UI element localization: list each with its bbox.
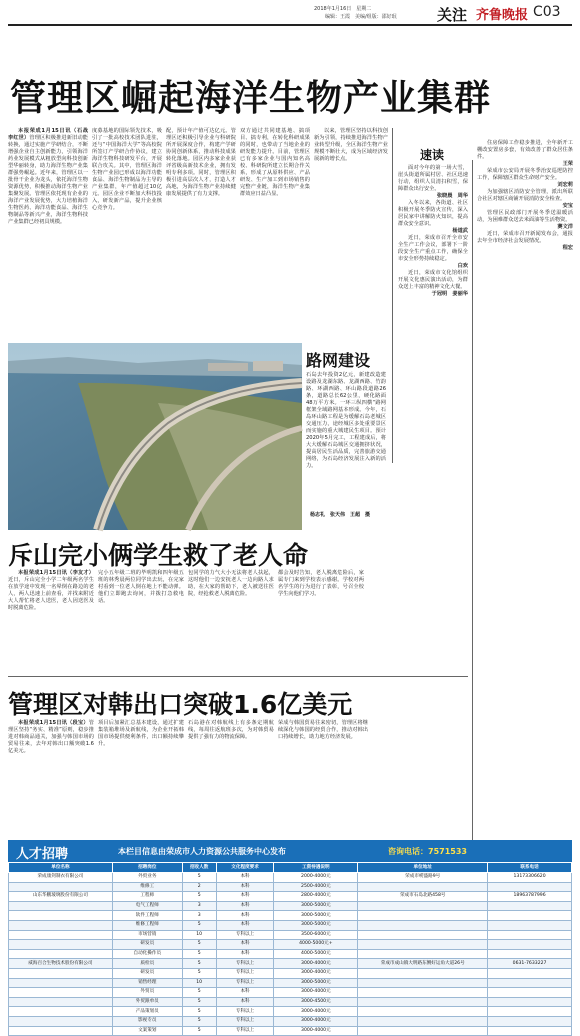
table-cell: 5 — [182, 1026, 216, 1036]
table-cell — [488, 901, 572, 911]
jobs-column-header: 单位地址 — [358, 863, 488, 873]
table-cell — [488, 997, 572, 1007]
table-cell — [358, 949, 488, 959]
table-cell: 研发员 — [112, 968, 182, 978]
table-cell: 自动化操作员 — [112, 949, 182, 959]
table-row — [9, 892, 572, 902]
table-cell: 3500-6000元 — [274, 930, 358, 940]
table-cell — [358, 940, 488, 950]
rescue-col-2: 完小五年级二班的毕明凯和四年级五班的林秀晨两位同学出去玩，在完家村看到一位老人倒在地上不能动弹。他们立即跑去询问，并拨打急救电话。 — [98, 570, 184, 604]
table-cell: 3000-4000元 — [274, 988, 358, 998]
table-cell — [9, 978, 113, 988]
table-cell: 文案策划 — [112, 1026, 182, 1036]
table-cell — [9, 930, 113, 940]
sidebar-heading: 速读 — [420, 148, 445, 162]
export-col-3: 石岛港在对韩航线上有多条定期航线，每周往返航班多次，为对韩贸易提供了强有力的物流保障。 — [188, 720, 274, 740]
table-cell — [358, 1026, 488, 1036]
sidebar-item: 近日，荣成市文化馆组织开展文化惠民演出活动，为群众送上丰富的精神文化大餐。 — [398, 270, 468, 290]
table-cell: 影视专员 — [112, 1016, 182, 1026]
road-story-body: 石岛去年投资2亿元，新建改造建设路及龙湖东路、龙湖西路、竹韵路、环湖西路、环山路段道路26条，道路总长62公里，硬化路面48万平方米。一环三纵四横“路网框架全域路网基本形成。今年，石岛环山路工程是为缓解石岛老城区交通压力，途经城区多处重要景区而实施的重大城建民生项目。预计2020年5月完工，工程建成后，将大大缓解石岛城区交通拥挤状况，提高居民生活品质，完善旅游交通网络，为石岛经济发展注入新的活力。 — [306, 372, 386, 469]
table-cell: 3000-4000元 — [274, 959, 358, 969]
table-cell: 3000-5000元 — [274, 901, 358, 911]
table-cell: 5 — [182, 892, 216, 902]
table-cell: 本科 — [216, 873, 274, 883]
table-cell — [9, 920, 113, 930]
table-cell: 3000-5000元 — [274, 911, 358, 921]
table-cell: 10 — [182, 978, 216, 988]
table-cell — [488, 911, 572, 921]
table-cell — [9, 949, 113, 959]
table-cell: 威海百合生物技术股份有限公司 — [9, 959, 113, 969]
sidebar-byline: 白欢 — [457, 263, 468, 269]
jobs-column-header: 招聘岗位 — [112, 863, 182, 873]
table-cell: 专科以上 — [216, 1026, 274, 1036]
table-cell — [488, 930, 572, 940]
table-cell — [358, 1007, 488, 1017]
table-row — [9, 930, 572, 940]
main-story-col-3: 配，预计年产值可达亿元。管理区还积极引导企业与科研院所开展深度合作，构建产学研协同创新体系，推动科技成果转化落地。园区内多家企业获评省级高新技术企业，拥有发明专利多项。同时，管理区积极引进高层次人才，打造人才高地，为海洋生物产业持续健康发展提供了有力支撑。 — [166, 128, 236, 197]
table-cell: 研发员 — [112, 940, 182, 950]
jobs-hotline: 咨询电话：7571533 — [388, 847, 467, 856]
table-cell: 荣成市成山镇大明路东侧好运角大道26号 — [358, 959, 488, 969]
sidebar-item: 入冬以来，各街道、社区积极开展冬季防火宣传，深入居民家中讲解防火知识，提高群众安全意识。 — [398, 200, 468, 227]
table-cell: 专科以上 — [216, 1016, 274, 1026]
main-headline: 管理区崛起海洋生物产业集群 — [10, 78, 492, 119]
page-code: C03 — [533, 4, 561, 20]
sidebar-right-col: 住房保障工作稳步推进，全年新开工棚改安置房多套，有效改善了群众居住条件。 王荣 荣成市公安局开展冬季治安巡逻防控工作，保障辖区群众生命财产安全。 刘宏莉 为加强辖区消防安全管理，派出所联合社区对辖区商铺开展消防安全检查。 安宝 管理区民政部门开展冬季送温暖活动，为困难群众送去米面油等生活物资。 赛文洋 近日，荣成市召开新闻发布会，通报去年全市经济社会发展情况。 程宏 — [477, 140, 573, 251]
table-cell: 本科 — [216, 892, 274, 902]
table-cell: 本科 — [216, 949, 274, 959]
rescue-col-3: 包同学的力气大小无法将老人扶起，这时他们一边安抚老人一边向路人求助，在大家的帮助下，老人被送往医院，经抢救老人脱离危险。 — [188, 570, 274, 597]
table-cell: 本科 — [216, 997, 274, 1007]
table-cell: 2 — [182, 882, 216, 892]
header-rule — [8, 24, 572, 26]
jobs-table-wrap — [8, 862, 572, 1036]
table-cell: 山东华鹏玻璃股份有限公司 — [9, 892, 113, 902]
table-cell — [358, 882, 488, 892]
table-cell — [358, 988, 488, 998]
table-cell: 5 — [182, 1007, 216, 1017]
table-cell — [488, 1026, 572, 1036]
table-cell — [358, 968, 488, 978]
table-cell: 专科以上 — [216, 968, 274, 978]
table-cell: 3000-4500元 — [274, 997, 358, 1007]
jobs-banner-title: 人才招聘 — [16, 847, 69, 862]
rescue-col-1: 本报荣成1月15日讯（李友才）近日，斥山完全小学二年级两名学生在放学途中发现一名晕倒在路边的老人，两人迅速上前查看，并找来附近大人帮忙将老人送医，老人因送医及时脱离危险。 — [8, 570, 94, 611]
sidebar-item: 近日，荣成市召开全市安全生产工作会议，部署下一阶段安全生产重点工作，确保全市安全形势持续稳定。 — [398, 235, 468, 262]
table-cell — [9, 882, 113, 892]
sidebar-item: 面对今年的第一场大雪，崖头街道所属村居、社区迅速行动，组织人员清扫积雪，保障群众出行安全。 — [398, 165, 468, 192]
sidebar-byline: 张晓晨 周华 — [436, 193, 468, 199]
table-cell: 本科 — [216, 911, 274, 921]
table-cell: 18963787996 — [488, 892, 572, 902]
table-row — [9, 940, 572, 950]
table-row — [9, 873, 572, 883]
table-cell — [358, 901, 488, 911]
main-story-col-5: 以来，管理区坚持以科技创新为引领，持续推进海洋生物产业转型升级，全区海洋生物产业规模不断壮大，成为区域经济发展新的增长点。 — [314, 128, 388, 162]
table-cell — [358, 1016, 488, 1026]
table-cell: 质检员 — [112, 959, 182, 969]
rescue-col-4: 都会及时告知，老人脱离危险后，家属专门来到学校表示感谢。学校对两名学生的行为进行了表彰，号召全校学生向他们学习。 — [278, 570, 364, 597]
table-cell — [9, 901, 113, 911]
table-cell: 荣成市崂盛路9号 — [358, 873, 488, 883]
aerial-road-photo — [8, 343, 302, 530]
table-cell: 工程师 — [112, 892, 182, 902]
table-cell — [488, 1007, 572, 1017]
table-cell: 3000-4000元 — [274, 1007, 358, 1017]
table-row — [9, 978, 572, 988]
table-cell — [9, 997, 113, 1007]
jobs-banner — [8, 840, 572, 862]
table-cell: 外贸员 — [112, 988, 182, 998]
export-col-2: 项目后加紧汇总基本建设，通过扩建集装箱堆场及新航线，为企业开拓韩国市场提供便利条件，出口额持续攀升。 — [98, 720, 184, 747]
jobs-table — [8, 862, 572, 1036]
table-cell: 维修工程师 — [112, 920, 182, 930]
table-cell — [9, 911, 113, 921]
table-cell — [488, 1016, 572, 1026]
jobs-column-header: 工资待遇说明 — [274, 863, 358, 873]
export-headline: 管理区对韩出口突破1.6亿美元 — [8, 690, 353, 719]
paper-logo: 齐鲁晚报 — [476, 8, 529, 23]
table-cell: 本科 — [216, 940, 274, 950]
table-cell — [488, 920, 572, 930]
table-cell: 3 — [182, 901, 216, 911]
table-cell: 5 — [182, 997, 216, 1007]
table-row — [9, 911, 572, 921]
table-cell: 5 — [182, 949, 216, 959]
export-col-1: 本报荣成1月15日讯（段宝）管理区坚持“务实、精准”原则，稳步推进对韩商品通关，加强与韩国市场的贸易往来，去年对韩出口额突破1.6亿美元。 — [8, 720, 94, 754]
table-cell: 5 — [182, 920, 216, 930]
jobs-column-header: 单位名称 — [9, 863, 113, 873]
table-cell — [488, 988, 572, 998]
table-cell: 3000-4000元 — [274, 1016, 358, 1026]
sidebar-byline: 杨道武 — [452, 228, 468, 234]
road-photo-byline: 杨志礼 张天伟 王超 摄 — [310, 512, 371, 518]
table-cell — [9, 940, 113, 950]
table-cell — [488, 968, 572, 978]
table-cell: 2500-4000元 — [274, 882, 358, 892]
table-cell — [358, 978, 488, 988]
road-headline: 路网建设 — [306, 351, 371, 370]
table-cell: 本科 — [216, 920, 274, 930]
main-story-col-1: 本报荣成1月15日讯（石战 李红世）管理区积极推进新旧动能转换，通过实施产学研结合，不断增强企业自主创新能力，引领海洋药业发展模式从粗放型向科技创新型华丽转身，助力海洋生物产业集群强势崛起。近年来，管理区以一批骨干企业为龙头，依托海洋生物资源优势，积极推动海洋生物产业集聚发展。管理区依托现有企业的海洋产业发展优势，大力培植海洋生物医药、海洋功能食品、海洋生物制品等新兴产业，海洋生物科技产业集群已经初具规模。 — [8, 128, 94, 225]
table-cell: 专科以上 — [216, 959, 274, 969]
main-story-byline: 本报荣成1月15日讯（石战 李红世） — [8, 128, 94, 141]
table-cell: 软件工程师 — [112, 911, 182, 921]
table-cell: 本科 — [216, 882, 274, 892]
editor-line: 编辑：王霞 美编/组版：邵好珉 — [325, 14, 397, 20]
table-row — [9, 968, 572, 978]
table-cell: 荣成市石岛北路458号 — [358, 892, 488, 902]
table-cell — [358, 930, 488, 940]
table-row — [9, 1016, 572, 1026]
table-row — [9, 959, 572, 969]
table-cell — [9, 1016, 113, 1026]
table-cell: 专科以上 — [216, 1007, 274, 1017]
jobs-column-header: 联系电话 — [488, 863, 572, 873]
table-cell: 销售经理 — [112, 978, 182, 988]
sidebar-byline: 于冠明 姜丽华 — [431, 291, 468, 297]
table-cell — [9, 1026, 113, 1036]
table-cell — [358, 920, 488, 930]
table-cell — [9, 988, 113, 998]
table-cell: 3000-5000元 — [274, 920, 358, 930]
table-cell: 3 — [182, 911, 216, 921]
table-cell: 电气工程师 — [112, 901, 182, 911]
main-story-col-2: 度募基地的国际领先技术，吸引了一批高校技术团队进驻，还与“中国海洋大学”等高校院所签订产学研合作协议，建立海洋生物科技研发平台，开展联合攻关。其中，管理区海洋生物产业园已形成以海洋功能食品、海洋生物制品为主导的产业集群，年产值超过10亿元。园区企业不断加大科技投入，研发新产品，提升企业核心竞争力。 — [92, 128, 162, 211]
table-cell: 产品策划员 — [112, 1007, 182, 1017]
jobs-column-header: 文化程度要求 — [216, 863, 274, 873]
table-cell: 13173306620 — [488, 873, 572, 883]
table-cell: 3000-5000元 — [274, 978, 358, 988]
section-title: 关注 — [437, 6, 468, 24]
jobs-column-header: 招收人数 — [182, 863, 216, 873]
table-cell: 专科以上 — [216, 930, 274, 940]
table-cell: 荣成康剑制衣有限公司 — [9, 873, 113, 883]
table-cell: 市场营销 — [112, 930, 182, 940]
table-row — [9, 988, 572, 998]
date-line: 2018年1月16日 星期二 — [314, 6, 372, 12]
table-row — [9, 920, 572, 930]
table-cell: 3000-4000元 — [274, 968, 358, 978]
table-cell — [9, 1007, 113, 1017]
jobs-header-row — [9, 863, 572, 873]
export-col-4: 荣成与韩国贸易往来密切，管理区将继续深化与韩国的经贸合作，推动对韩出口持续增长，助力地方经济发展。 — [278, 720, 368, 740]
table-cell — [488, 940, 572, 950]
sidebar-left-col — [398, 165, 468, 495]
rescue-headline: 斥山完小俩学生救了老人命 — [8, 541, 309, 570]
table-row — [9, 949, 572, 959]
table-cell: 5 — [182, 988, 216, 998]
table-cell: 5 — [182, 1016, 216, 1026]
table-cell: 0631-7633227 — [488, 959, 572, 969]
table-cell: 外贸跟单员 — [112, 997, 182, 1007]
table-cell: 2800-4000元 — [274, 892, 358, 902]
table-cell: 10 — [182, 930, 216, 940]
table-cell: 4000-5000元+ — [274, 940, 358, 950]
table-cell — [488, 882, 572, 892]
table-cell: 4000-5000元 — [274, 949, 358, 959]
table-row — [9, 882, 572, 892]
table-row — [9, 997, 572, 1007]
table-cell: 5 — [182, 968, 216, 978]
table-cell: 本科 — [216, 901, 274, 911]
table-cell: 维修工 — [112, 882, 182, 892]
table-cell — [488, 949, 572, 959]
table-cell: 5 — [182, 959, 216, 969]
table-row — [9, 901, 572, 911]
jobs-banner-text: 本栏目信息由荣成市人力资源公共服务中心发布 — [118, 847, 286, 856]
table-cell — [358, 911, 488, 921]
table-cell: 5 — [182, 940, 216, 950]
table-cell: 2000-4000元 — [274, 873, 358, 883]
table-cell: 5 — [182, 873, 216, 883]
table-cell — [488, 978, 572, 988]
table-row — [9, 1007, 572, 1017]
table-cell: 3000-4000元 — [274, 1026, 358, 1036]
table-cell — [9, 968, 113, 978]
table-row — [9, 1026, 572, 1036]
table-cell — [358, 997, 488, 1007]
table-cell: 本科 — [216, 988, 274, 998]
main-story-col-4: 双方通过共同建基地、搞项目、搞专利，在转化科研成果的同时，也带动了当地企业的研发能力提升。目前，管理区已有多家企业与国内知名高校、科研院所建立长期合作关系，形成了从原料供应、产品研发、生产加工到市场销售的完整产业链，海洋生物产业集群效应日益凸显。 — [240, 128, 310, 197]
table-cell: 外贸业务 — [112, 873, 182, 883]
table-cell: 专科以上 — [216, 978, 274, 988]
